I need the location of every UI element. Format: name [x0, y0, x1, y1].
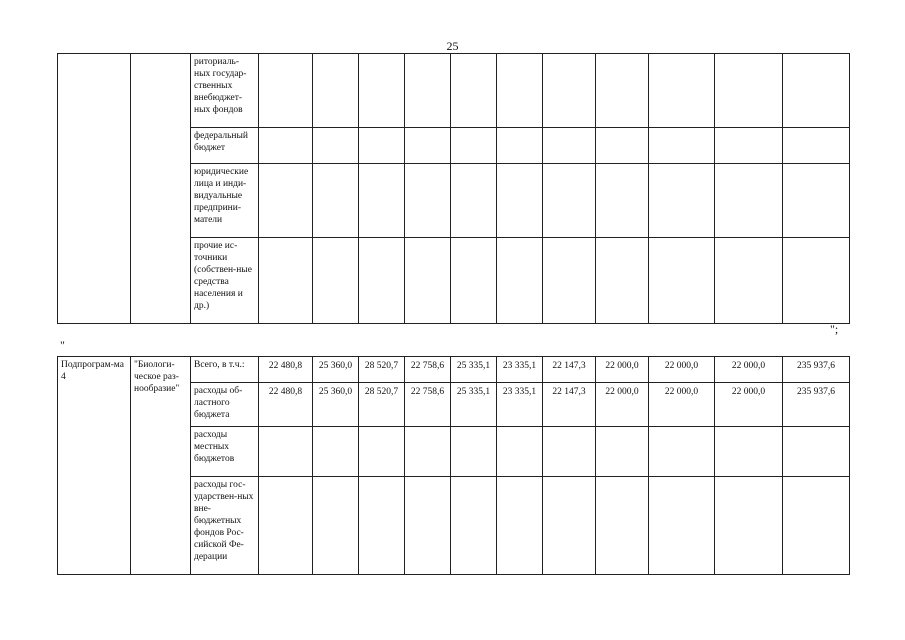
row-label: риториаль-ных государ-ственных внебюджет-ных фондов [191, 54, 259, 128]
row-label: прочие ис-точники (собствен-ные средства населения и др.) [191, 238, 259, 324]
value-cell: 25 335,1 [451, 383, 497, 427]
total-cell: 235 937,6 [783, 383, 850, 427]
value-cell: 25 360,0 [313, 357, 359, 383]
value-cell: 22 000,0 [596, 357, 649, 383]
value-cell: 23 335,1 [497, 383, 543, 427]
closing-quote: "; [830, 322, 839, 336]
value-cell: 22 480,8 [259, 383, 313, 427]
value-cell: 25 360,0 [313, 383, 359, 427]
value-cell: 22 147,3 [543, 357, 596, 383]
value-cell: 28 520,7 [359, 383, 405, 427]
value-cell: 22 147,3 [543, 383, 596, 427]
value-cell: 22 000,0 [596, 383, 649, 427]
program-name-cell [131, 54, 191, 324]
table-row [58, 357, 850, 383]
opening-quote: " [60, 338, 65, 352]
row-label: расходы гос-ударствен-ных вне-бюджетных фондов Рос-сийской Фе-дерации [191, 477, 259, 575]
value-cell: 28 520,7 [359, 357, 405, 383]
value-cell: 22 758,6 [405, 357, 451, 383]
table-row [58, 54, 850, 128]
total-cell: 235 937,6 [783, 357, 850, 383]
value-cell: 22 000,0 [649, 357, 715, 383]
row-label: федеральный бюджет [191, 128, 259, 164]
program-cell: Подпрограм-ма 4 [58, 357, 131, 575]
row-label: расходы об-ластного бюджета [191, 383, 259, 427]
value-cell: 22 000,0 [649, 383, 715, 427]
row-label: расходы местных бюджетов [191, 427, 259, 477]
program-cell [58, 54, 131, 324]
value-cell: 25 335,1 [451, 357, 497, 383]
value-cell: 22 480,8 [259, 357, 313, 383]
continued-table [57, 53, 850, 324]
subprogram-table [57, 356, 850, 575]
row-label: Всего, в т.ч.: [191, 357, 259, 383]
value-cell: 22 758,6 [405, 383, 451, 427]
value-cell: 22 000,0 [715, 383, 783, 427]
value-cell: 23 335,1 [497, 357, 543, 383]
value-cell: 22 000,0 [715, 357, 783, 383]
page-number: 25 [446, 39, 459, 53]
program-name-cell: "Биологи-ческое раз-нообразие" [131, 357, 191, 575]
row-label: юридические лица и инди-видуальные предприни-матели [191, 164, 259, 238]
